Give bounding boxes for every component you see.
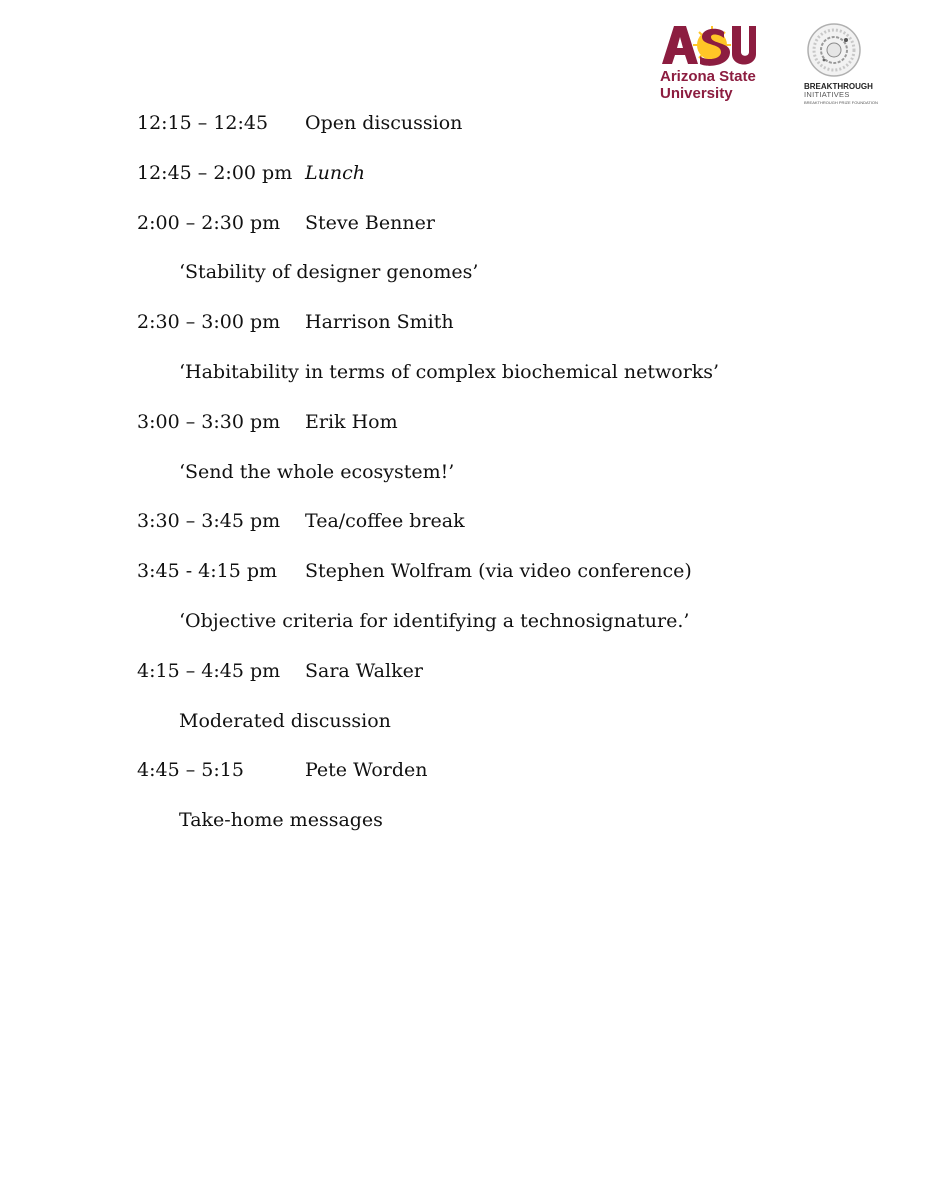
slot-time: 3:30 – 3:45 pm [137,510,281,533]
slot-event: Harrison Smith [305,311,454,334]
asu-logo [660,24,776,108]
slot-time: 4:15 – 4:45 pm [137,659,281,682]
talk-title: ‘Objective criteria for identifying a technosignature.’ [179,609,690,632]
talk-title: ‘Stability of designer genomes’ [179,261,479,284]
talk-title: Take-home messages [179,809,383,832]
agenda-schedule [137,106,837,853]
slot-event: Stephen Wolfram (via video conference) [305,560,692,583]
slot-event: Tea/coffee break [305,510,465,533]
talk-detail [137,803,837,853]
slot-time: 12:15 – 12:45 [137,112,269,134]
slot-event: Steve Benner [305,211,435,234]
slot-time: 4:45 – 5:15 [137,759,244,782]
slot-event: Erik Hom [305,410,398,433]
schedule-slot [137,405,837,455]
talk-title: ‘Send the whole ecosystem!’ [179,460,455,483]
talk-detail [137,255,837,305]
breakthrough-initiatives-logo [800,22,878,108]
talk-detail [137,455,837,505]
asu-sun-devil-mark [660,24,756,66]
talk-title: ‘Habitability in terms of complex biochemical networks’ [179,360,720,383]
slot-event: Pete Worden [305,759,428,782]
breakthrough-emblem-icon [806,22,862,78]
schedule-slot [137,106,837,156]
schedule-slot [137,305,837,355]
talk-title: Moderated discussion [179,709,391,732]
slot-time: 12:45 – 2:00 pm [137,161,293,184]
schedule-slot [137,206,837,256]
schedule-slot [137,156,837,206]
asu-wordmark-line2: University [660,85,733,102]
breakthrough-subtitle: INITIATIVES [804,90,850,99]
asu-wordmark-line1: Arizona State [660,68,756,85]
slot-event: Lunch [305,161,365,184]
slot-event: Sara Walker [305,659,423,682]
breakthrough-foundation: BREAKTHROUGH PRIZE FOUNDATION [804,100,878,105]
talk-detail [137,704,837,754]
breakthrough-name: BREAKTHROUGH [804,82,873,91]
schedule-slot [137,554,837,604]
slot-time: 3:45 - 4:15 pm [137,560,278,583]
slot-time: 3:00 – 3:30 pm [137,410,281,433]
slot-time: 2:00 – 2:30 pm [137,211,281,234]
slot-event: Open discussion [305,112,463,134]
talk-detail [137,604,837,654]
schedule-slot [137,753,837,803]
schedule-slot [137,504,837,554]
slot-time: 2:30 – 3:00 pm [137,311,281,334]
schedule-slot [137,654,837,704]
talk-detail [137,355,837,405]
asu-wordmark [660,68,756,102]
